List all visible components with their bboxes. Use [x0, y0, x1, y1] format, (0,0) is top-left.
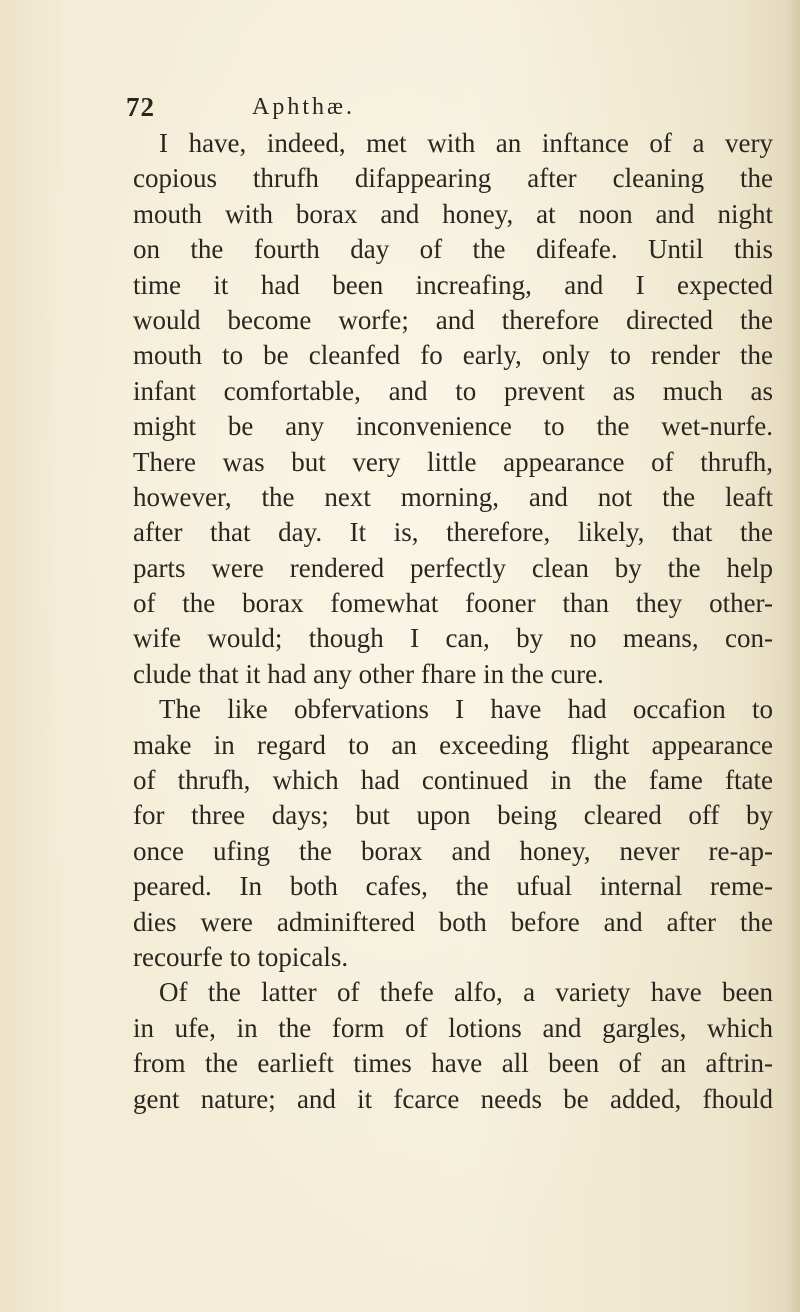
text-line: I have, indeed, met with an inftance of a very [159, 128, 773, 158]
text-line: for three days; but upon being cleared off by [133, 800, 773, 831]
text-line: of the borax fomewhat fooner than they other- [133, 588, 773, 619]
text-line: however, the next morning, and not the leaft [133, 481, 773, 512]
text-line: once ufing the borax and honey, never re-ap- [133, 835, 773, 866]
text-line: parts were rendered perfectly clean by the help [133, 552, 773, 583]
text-line: dies were adminiftered both before and after the [133, 906, 773, 937]
text-line: might be any inconvenience to the wet-nurfe. [133, 411, 773, 442]
text-line: The like obfervations I have had occafion to [159, 694, 773, 725]
text-line: peared. In both cafes, the ufual internal reme- [133, 871, 773, 902]
page-number: 72 [126, 92, 155, 122]
text-line: mouth with borax and honey, at noon and night [133, 198, 773, 229]
text-line: recourfe to topicals. [133, 941, 349, 972]
text-line: of thrufh, which had continued in the fame ftate [133, 765, 773, 796]
text-line: wife would; though I can, by no means, con- [133, 623, 773, 654]
text-line: infant comfortable, and to prevent as much as [133, 375, 773, 406]
text-line: gent nature; and it fcarce needs be added, fhould [133, 1083, 773, 1114]
body-text [133, 126, 773, 1117]
text-line: clude that it had any other fhare in the cure. [133, 658, 604, 689]
text-line: make in regard to an exceeding flight appearance [133, 729, 773, 760]
text-line: from the earlieft times have all been of an aftrin- [133, 1048, 773, 1079]
text-line: in ufe, in the form of lotions and gargles, which [133, 1012, 773, 1043]
text-line: would become worfe; and therefore directed the [133, 304, 773, 335]
page-edge-shadow [786, 0, 800, 1312]
text-line: on the fourth day of the difeafe. Until this [133, 234, 773, 265]
text-line: copious thrufh difappearing after cleaning the [133, 163, 773, 194]
text-line: Of the latter of thefe alfo, a variety have been [159, 977, 773, 1008]
text-line: mouth to be cleanfed fo early, only to render the [133, 340, 773, 371]
text-line: There was but very little appearance of thrufh, [133, 446, 773, 477]
running-head: Aphthæ. [252, 94, 356, 120]
text-line: after that day. It is, therefore, likely, that the [133, 517, 773, 548]
text-line: time it had been increafing, and I expected [133, 269, 773, 300]
